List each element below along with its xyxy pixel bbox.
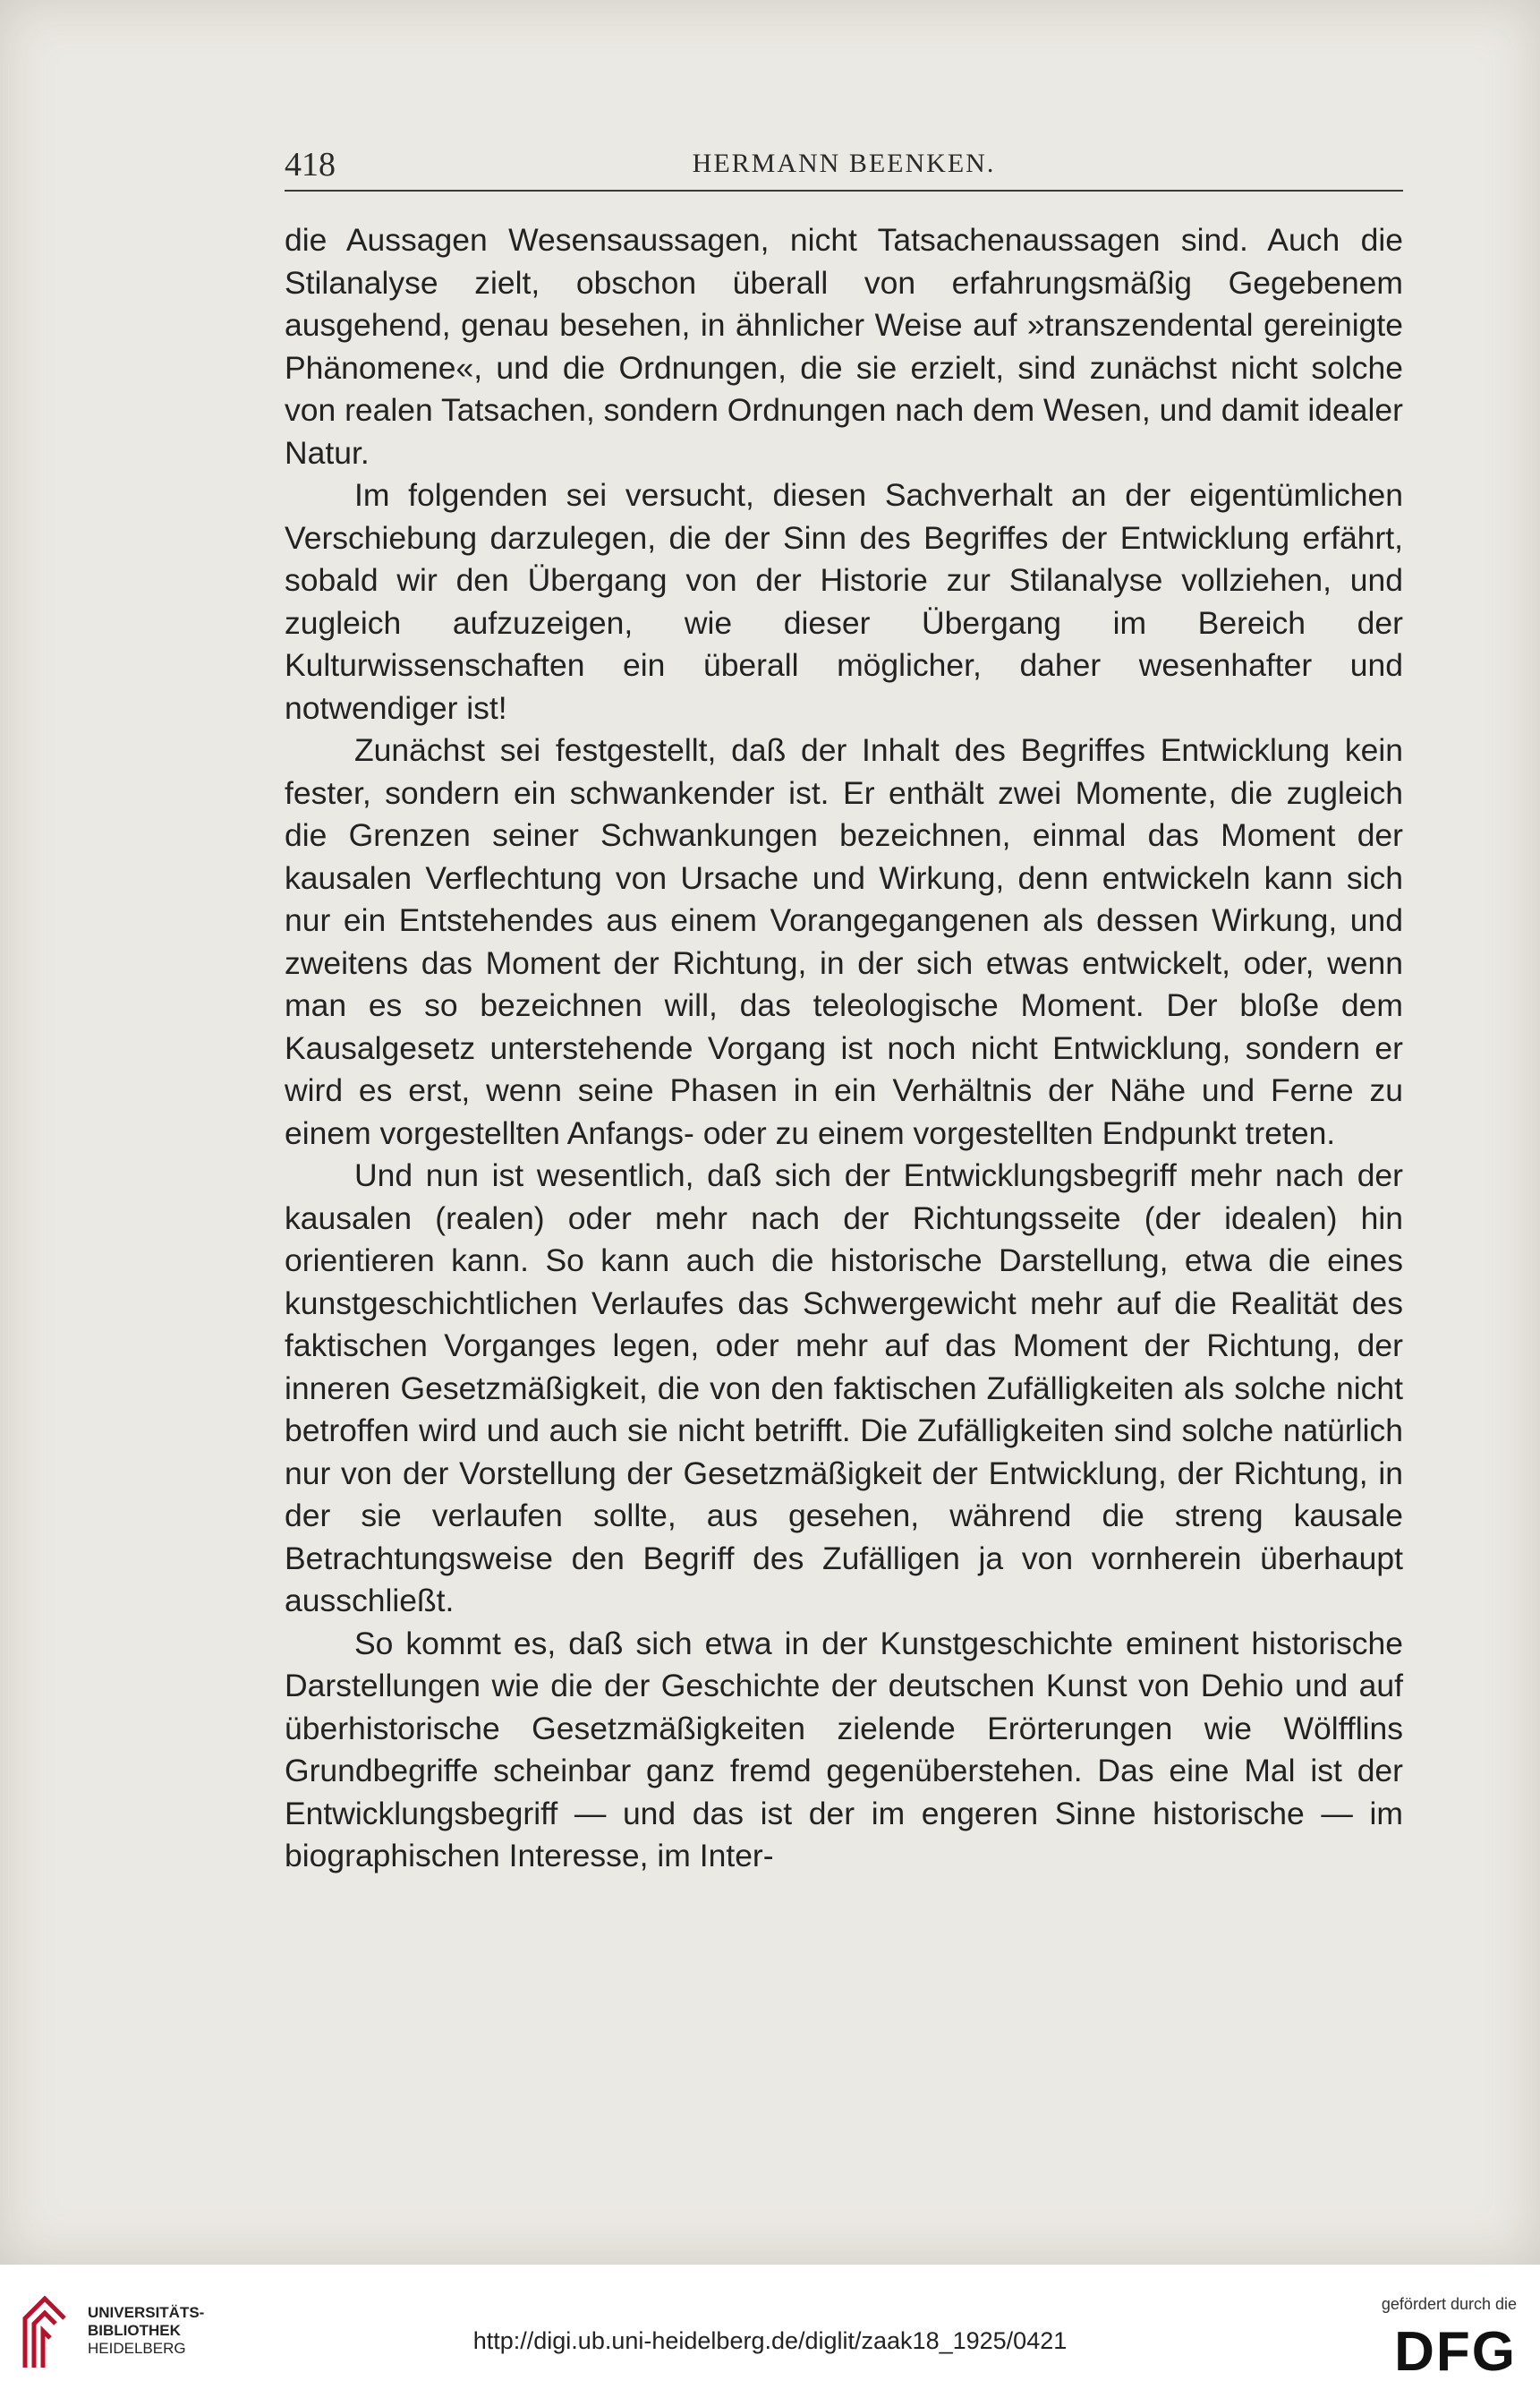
running-head: HERMANN BEENKEN.: [692, 149, 996, 178]
paragraph-5: So kommt es, daß sich etwa in der Kunstgeschichte eminent historische Darstellungen wie die der Geschichte der deutschen Kunst von Dehio und auf überhistorische Gesetzmäßigkeiten zielende Erörterungen wie Wölfflins Grundbegriffe scheinbar ganz fremd gegenüberstehen. Das eine Mal ist der Entwicklungsbegriff — und das ist der im engeren Sinne historische — im biographischen Interesse, im Inter-: [285, 1625, 1403, 1873]
page-number: 418: [285, 146, 336, 183]
footer-bar: [0, 2265, 1540, 2398]
page-header: [285, 145, 1403, 192]
paragraph-2: Im folgenden sei versucht, diesen Sachverhalt an der eigentümlichen Verschiebung darzulegen, die der Sinn des Begriffes der Entwicklung erfährt, sobald wir den Übergang von der Historie zur Stilanalyse vollziehen, und zugleich aufzuzeigen, wie dieser Übergang im Bereich der Kulturwissenschaften ein überall möglicher, daher wesenhafter und notwendiger ist!: [285, 477, 1403, 726]
permalink-url[interactable]: http://digi.ub.uni-heidelberg.de/diglit/zaak18_1925/0421: [472, 2327, 1068, 2354]
library-name-line-1: UNIVERSITÄTS-: [88, 2304, 205, 2321]
library-name-line-3: HEIDELBERG: [88, 2340, 186, 2357]
paragraph-4: Und nun ist wesentlich, daß sich der Entwicklungsbegriff mehr nach der kausalen (realen) oder mehr nach der Richtungsseite (der idealen) hin orientieren kann. So kann auch die historische Darstellung, etwa die eines kunstgeschichtlichen Verlaufes das Schwergewicht mehr auf die Realität des faktischen Vorganges legen, oder mehr auf das Moment der Richtung, der inneren Gesetzmäßigkeit, die von den faktischen Zufälligkeiten als solche nicht betroffen wird und auch sie nicht betrifft. Die Zufälligkeiten sind solche natürlich nur von der Vorstellung der Gesetzmäßigkeit der Entwicklung, der Richtung, in der sie verlaufen sollte, aus gesehen, während die streng kausale Betrachtungsweise den Begriff des Zufälligen ja von vornherein überhaupt ausschließt.: [285, 1157, 1403, 1618]
body-text: [285, 219, 1403, 1878]
paragraph-1: die Aussagen Wesensaussagen, nicht Tatsachenaussagen sind. Auch die Stilanalyse zielt, obschon überall von erfahrungsmäßig Gegebenem ausgehend, genau besehen, in ähnlicher Weise auf »transzendental gereinigte Phänomene«, und die Ordnungen, die sie erzielt, sind zunächst nicht solche von realen Tatsachen, sondern Ordnungen nach dem Wesen, und damit idealer Natur.: [285, 222, 1403, 471]
library-name-line-2: BIBLIOTHEK: [88, 2322, 181, 2339]
funding-note: gefördert durch die: [1381, 2295, 1517, 2313]
dfg-logo: DFG: [1394, 2321, 1517, 2383]
paragraph-3: Zunächst sei festgestellt, daß der Inhalt des Begriffes Entwicklung kein fester, sondern ein schwankender ist. Er enthält zwei Momente, die zugleich die Grenzen seiner Schwankungen bezeichnen, einmal das Moment der kausalen Verflechtung von Ursache und Wirkung, denn entwickeln kann sich nur ein Entstehendes aus einem Vorangegangenen als dessen Wirkung, und zweitens das Moment der Richtung, in der sich etwas entwickelt, oder, wenn man es so bezeichnen will, das teleologische Moment. Der bloße dem Kausalgesetz unterstehende Vorgang ist noch nicht Entwicklung, sondern er wird es erst, wenn seine Phasen in ein Verhältnis der Nähe und Ferne zu einem vorgestellten Anfangs- oder zu einem vorgestellten Endpunkt treten.: [285, 732, 1403, 1151]
